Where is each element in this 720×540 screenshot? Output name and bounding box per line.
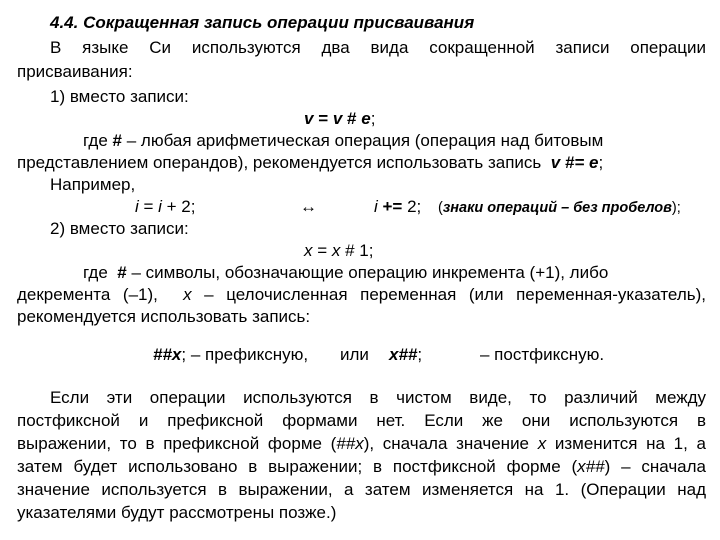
item1-label: 1) вместо записи: [50, 87, 189, 106]
postfix-form: x##; [389, 345, 423, 364]
example-label: Например, [50, 175, 136, 194]
or-word: или [340, 345, 369, 364]
conclusion-line-6: указателями будут рассмотрены позже.) [17, 503, 337, 522]
conclusion-line-4: затем будет использовано в выражении; в постфиксной форме (x##) – сначала [17, 457, 707, 476]
item2-formula: x = x # 1; [304, 241, 374, 260]
example-right-formula: i += 2; [374, 197, 422, 216]
example-left-formula: i = i + 2; [135, 197, 196, 216]
equivalence-arrow: ↔ [300, 197, 317, 216]
item2-desc-line-1: где # – символы, обозначающие операцию инкремента (+1), либо [83, 263, 609, 282]
conclusion-line-3: выражении, то в префиксной форме (##x), сначала значение x изменится на 1, а [17, 434, 706, 453]
item1-formula: v = v # e; [304, 109, 376, 128]
item1-desc-line-1: где # – любая арифметическая операция (операция над битовым [83, 131, 604, 150]
prefix-form: ##x; – префиксную, [153, 345, 309, 364]
intro-line-2: присваивания: [17, 62, 133, 81]
postfix-label: – постфиксную. [480, 345, 605, 364]
item1-desc-line-2: представлением операндов), рекомендуется использовать запись v #= e; [17, 153, 604, 172]
conclusion-line-2: постфиксной и префиксной формами нет. Если же они используются в [17, 411, 706, 430]
conclusion-line-5: значение используется в выражении, а затем изменяется на 1. (Операции над [17, 480, 706, 499]
intro-line-1: В языке Си используются два вида сокращенной записи операции [50, 38, 706, 57]
item2-desc-line-3: рекомендуется использовать запись: [17, 307, 311, 326]
item2-label: 2) вместо записи: [50, 219, 189, 238]
item2-desc-line-2: декремента (–1), x – целочисленная переменная (или переменная-указатель), [17, 285, 706, 304]
example-note: (знаки операций – без пробелов); [438, 200, 681, 216]
section-heading: 4.4. Сокращенная запись операции присваивания [50, 13, 475, 32]
conclusion-line-1: Если эти операции используются в чистом виде, то различий между [50, 388, 706, 407]
